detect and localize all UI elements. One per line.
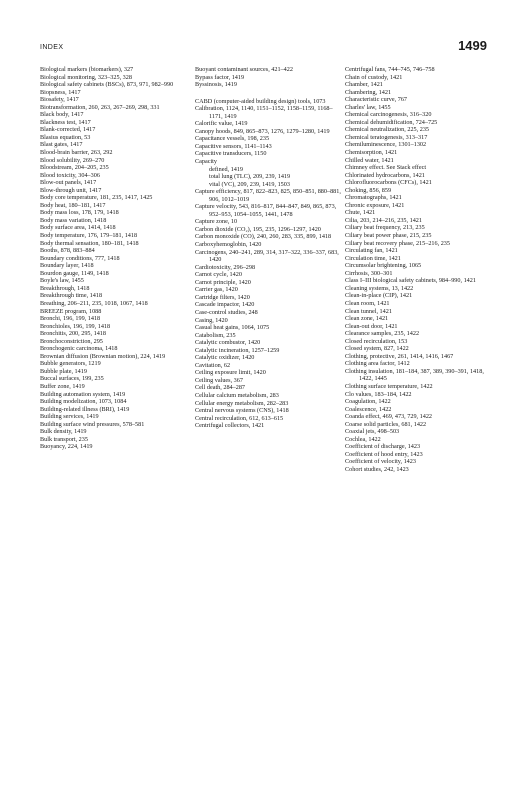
index-entry: Cochlea, 1422 — [345, 435, 381, 443]
index-entry: Closed system, 827, 1422 — [345, 345, 409, 353]
index-entry: Blank-corrected, 1417 — [40, 126, 96, 134]
index-entry: Body thermal sensation, 180–181, 1418 — [40, 239, 139, 247]
index-entry: Building-related illness (BRI), 1419 — [40, 405, 130, 413]
index-entry: Bronchogenic carcinoma, 1418 — [40, 345, 118, 353]
index-entry: Chambering, 1421 — [345, 88, 392, 96]
index-entry: Characteristic curve, 767 — [345, 96, 408, 104]
index-entry: Calorific value, 1419 — [195, 120, 248, 128]
index-entry: Coarse solid particles, 681, 1422 — [345, 420, 427, 428]
index-entry: Carbon monoxide (CO), 240, 260, 283, 335, 899, 1418 — [195, 233, 332, 241]
index-entry: Biopsness, 1417 — [40, 88, 81, 96]
index-entry: Boyle's law, 1455 — [40, 277, 84, 285]
index-subentry: defined, 1419 — [209, 165, 244, 173]
index-entry: Calibration, 1124, 1140, 1151–1152, 1158–1159, 1168–1171, 1419 — [195, 105, 333, 120]
index-entry: Cell death, 284–287 — [195, 384, 246, 392]
index-entry: Clean tunnel, 1421 — [345, 307, 392, 315]
index-entry: Coefficient of hood entry, 1423 — [345, 450, 423, 458]
index-entry: Class I–III biological safety cabinets, 984–990, 1421 — [345, 277, 476, 285]
index-entry: Bronchitis, 200, 295, 1418 — [40, 330, 106, 338]
index-entry: Coefficient of discharge, 1423 — [345, 443, 421, 451]
index-entry: Carnot principle, 1420 — [195, 278, 251, 286]
letter-gap — [195, 89, 341, 98]
index-entry: Breathing, 206–211, 235, 1018, 1067, 1418 — [40, 299, 148, 307]
index-entry: Chlorinated hydrocarbons, 1421 — [345, 171, 425, 179]
index-entry: Body heat, 180–181, 1417 — [40, 201, 106, 209]
index-entry: Bulk density, 1419 — [40, 428, 87, 436]
index-entry: Cilia, 203, 214–216, 235, 1421 — [345, 216, 422, 224]
index-entry: BREEZE program, 1088 — [40, 307, 102, 315]
index-entry: Blow-through unit, 1417 — [40, 186, 102, 194]
index-entry: Bronchi, 196, 199, 1418 — [40, 315, 101, 323]
index-entry: Circulation time, 1421 — [345, 254, 401, 262]
index-entry: Casual heat gains, 1064, 1075 — [195, 324, 270, 332]
index-entry: Ceiling values, 367 — [195, 376, 243, 384]
index-entry: Brownian diffusion (Brownian motion), 224, 1419 — [40, 352, 166, 360]
index-entry: Ciliary beat power phase, 215, 235 — [345, 232, 432, 240]
index-entry: Closed recirculation, 153 — [345, 337, 408, 345]
index-entry: Cascade impactor, 1420 — [195, 301, 255, 309]
index-entry: Clothing insulation, 181–184, 387, 389, 390–391, 1418, 1422, 1445 — [345, 367, 484, 383]
index-entry: Catabolism, 235 — [195, 331, 236, 339]
index-entry: Building automation system, 1419 — [40, 390, 126, 398]
page-number: 1499 — [458, 38, 487, 53]
index-entry: Coaxial jets, 498–503 — [345, 428, 400, 436]
index-entry: Bronchoconstriction, 295 — [40, 337, 103, 345]
index-entry: Carboxyhemoglobin, 1420 — [195, 241, 262, 249]
index-entry: Breakthrough, 1418 — [40, 284, 90, 292]
index-entry: Building surface wind pressures, 578–581 — [40, 420, 145, 428]
index-entry: Capture efficiency, 817, 822–823, 825, 850–851, 880–881, 906, 1012–1019 — [195, 188, 341, 203]
index-entry: Chemisorption, 1421 — [345, 149, 398, 157]
index-entry: Buffer zone, 1419 — [40, 382, 85, 390]
index-entry: Chilled water, 1421 — [345, 156, 394, 164]
index-entry: Coagulation, 1422 — [345, 398, 391, 406]
index-entry: Ceiling exposure limit, 1420 — [195, 369, 266, 377]
index-entry: Catalytic combustor, 1420 — [195, 339, 261, 347]
index-column-2 — [195, 66, 341, 430]
index-column-3 — [345, 66, 495, 474]
index-entry: Cleaning systems, 13, 1422 — [345, 284, 414, 292]
index-entry: Cellular calcium metabolism, 283 — [195, 391, 279, 399]
index-entry: Bronchioles, 196, 199, 1418 — [40, 322, 111, 330]
index-entry: Carrier gas, 1420 — [195, 286, 238, 294]
index-entry: Bloodstream, 204–205, 235 — [40, 164, 109, 172]
index-entry: Catalytic oxidizer, 1420 — [195, 354, 255, 362]
index-entry: Clearance samples, 235, 1422 — [345, 330, 420, 338]
index-entry: Bubble plate, 1419 — [40, 367, 87, 375]
index-entry: Blood toxicity, 304–306 — [40, 171, 100, 179]
index-entry: Choking, 856, 859 — [345, 186, 392, 194]
index-entry: Chimney effect. See Stack effect — [345, 164, 427, 172]
index-entry: Cardiotoxicity, 296–298 — [195, 263, 256, 271]
index-entry: Chromatographs, 1421 — [345, 194, 402, 202]
index-entry: Charles' law, 1455 — [345, 103, 391, 111]
index-column-1 — [40, 66, 186, 451]
index-entry: Blasius equation, 53 — [40, 133, 91, 141]
index-entry: Breakthrough time, 1418 — [40, 292, 103, 300]
index-entry: Booths, 878, 883–884 — [40, 247, 95, 255]
index-entry: Biological markers (biomarkers), 327 — [40, 66, 134, 73]
index-entry: Chute, 1421 — [345, 209, 376, 217]
index-subentry: total lung (TLC), 209, 239, 1419 — [209, 173, 291, 181]
index-entry: Buoyancy, 224, 1419 — [40, 443, 93, 451]
index-entry: Catalytic incineration, 1257–1259 — [195, 346, 280, 354]
index-entry: Chronic exposure, 1421 — [345, 201, 405, 209]
index-entry: Chemical teratogenesis, 313–317 — [345, 133, 428, 141]
index-entry: Cartridge filters, 1420 — [195, 293, 250, 301]
index-subentry: vital (VC), 209, 239, 1419, 1503 — [209, 180, 290, 188]
index-entry: Black body, 1417 — [40, 111, 84, 119]
index-entry: Boundary conditions, 777, 1418 — [40, 254, 120, 262]
index-entry: Chain of custody, 1421 — [345, 73, 403, 81]
index-entry: Chemical carcinogenesis, 316–320 — [345, 111, 432, 119]
index-entry: Blood solubility, 269–270 — [40, 156, 105, 164]
index-entry: Body surface area, 1414, 1418 — [40, 224, 116, 232]
index-entry: Blast gates, 1417 — [40, 141, 83, 149]
index-entry: Capacitive sensors, 1141–1143 — [195, 142, 272, 150]
index-entry: Capture velocity, 543, 816–817, 844–847, 849, 865, 873, 952–953, 1054–1055, 1441, 1478 — [195, 203, 337, 218]
index-entry: Biotransformation, 260, 263, 267–269, 298, 331 — [40, 103, 160, 111]
index-entry: Capture zone, 10 — [195, 218, 238, 226]
index-entry: Centrifugal fans, 744–745, 746–758 — [345, 66, 435, 73]
index-entry: Clean-in-place (CIP), 1421 — [345, 292, 413, 300]
index-entry: Bulk transport, 235 — [40, 435, 88, 443]
index-entry: Case-control studies, 248 — [195, 308, 258, 316]
index-entry: Building modelization, 1073, 1084 — [40, 398, 127, 406]
index-entry: Clo values, 183–184, 1422 — [345, 390, 412, 398]
index-entry: Clean-out door, 1421 — [345, 322, 398, 330]
index-entry: Centrifugal collectors, 1421 — [195, 422, 265, 430]
index-entry: Body temperature, 176, 179–181, 1418 — [40, 232, 138, 240]
index-entry: Circulating fan, 1421 — [345, 247, 398, 255]
index-entry: Body core temperature, 181, 235, 1417, 1425 — [40, 194, 153, 202]
index-entry: Cavitation, 62 — [195, 361, 231, 369]
index-entry: Capacity — [195, 158, 217, 166]
index-entry: Capacitive transducers, 1150 — [195, 150, 267, 158]
index-entry: Clean zone, 1421 — [345, 315, 389, 323]
index-entry: Buoyant contaminant sources, 421–422 — [195, 66, 293, 73]
index-entry: Central nervous systems (CNS), 1418 — [195, 407, 289, 415]
index-entry: Body mass loss, 178, 179, 1418 — [40, 209, 119, 217]
index-entry: Ciliary beat frequency, 213, 235 — [345, 224, 425, 232]
index-entry: Clean room, 1421 — [345, 299, 390, 307]
index-entry: Building services, 1419 — [40, 413, 99, 421]
index-entry: CABD (computer-aided building design) tools, 1073 — [195, 97, 326, 105]
index-entry: Chamber, 1421 — [345, 81, 383, 89]
index-entry: Blow-out panels, 1417 — [40, 179, 97, 187]
index-entry: Boundary layer, 1418 — [40, 262, 94, 270]
index-entry: Clothing area factor, 1412 — [345, 360, 410, 368]
index-entry: Clothing, protective, 261, 1414, 1416, 1467 — [345, 352, 454, 360]
index-entry: Cirrhosis, 300–301 — [345, 269, 393, 277]
index-entry: Ciliary beat recovery phase, 215–216, 235 — [345, 239, 450, 247]
index-entry: Chemiluminescence, 1301–1302 — [345, 141, 427, 149]
index-entry: Casing, 1420 — [195, 316, 228, 324]
index-entry: Chemical dehumidification, 724–725 — [345, 118, 438, 126]
index-entry: Canopy hoods, 849, 865–873, 1276, 1279–1280, 1419 — [195, 127, 330, 135]
index-entry: Coalescence, 1422 — [345, 405, 392, 413]
index-entry: Blood-brain barrier, 263, 292 — [40, 149, 113, 157]
index-entry: Biological monitoring, 323–325, 328 — [40, 73, 132, 81]
index-entry: Blackness test, 1417 — [40, 118, 91, 126]
running-header: INDEX — [40, 44, 64, 51]
index-entry: Capacitance vessels, 198, 235 — [195, 135, 270, 143]
index-entry: Coanda effect, 469, 473, 729, 1422 — [345, 413, 433, 421]
index-entry: Bypass factor, 1419 — [195, 73, 245, 81]
index-entry: Carbon dioxide (CO₂), 195, 235, 1296–1297, 1420 — [195, 225, 321, 233]
index-entry: Byssinosis, 1419 — [195, 81, 237, 89]
index-entry: Biological safety cabinets (BSCs), 873, 971, 982–990 — [40, 81, 174, 89]
index-entry: Coefficient of velocity, 1423 — [345, 458, 416, 466]
index-entry: Carnot cycle, 1420 — [195, 271, 242, 279]
index-entry: Bourdon gauge, 1149, 1418 — [40, 269, 109, 277]
index-entry: Cohort studies, 242, 1423 — [345, 465, 409, 473]
index-entry: Clothing surface temperature, 1422 — [345, 382, 433, 390]
index-entry: Bubble generators, 1219 — [40, 360, 101, 368]
index-entry: Buccal surfaces, 199, 235 — [40, 375, 104, 383]
index-entry: Central recirculation, 612, 613–615 — [195, 414, 284, 422]
index-entry: Carcinogens, 240–241, 289, 314, 317–322, 336–337, 683, 1420 — [195, 248, 339, 264]
index-entry: Chemical neutralization, 225, 235 — [345, 126, 430, 134]
index-entry: Biosafety, 1417 — [40, 96, 79, 104]
index-entry: Chlorofluorocarbons (CFCs), 1421 — [345, 179, 432, 187]
index-entry: Cellular energy metabolism, 282–283 — [195, 399, 289, 407]
index-entry: Circumsolar brightening, 1065 — [345, 262, 422, 270]
index-entry: Body mass variation, 1418 — [40, 216, 107, 224]
